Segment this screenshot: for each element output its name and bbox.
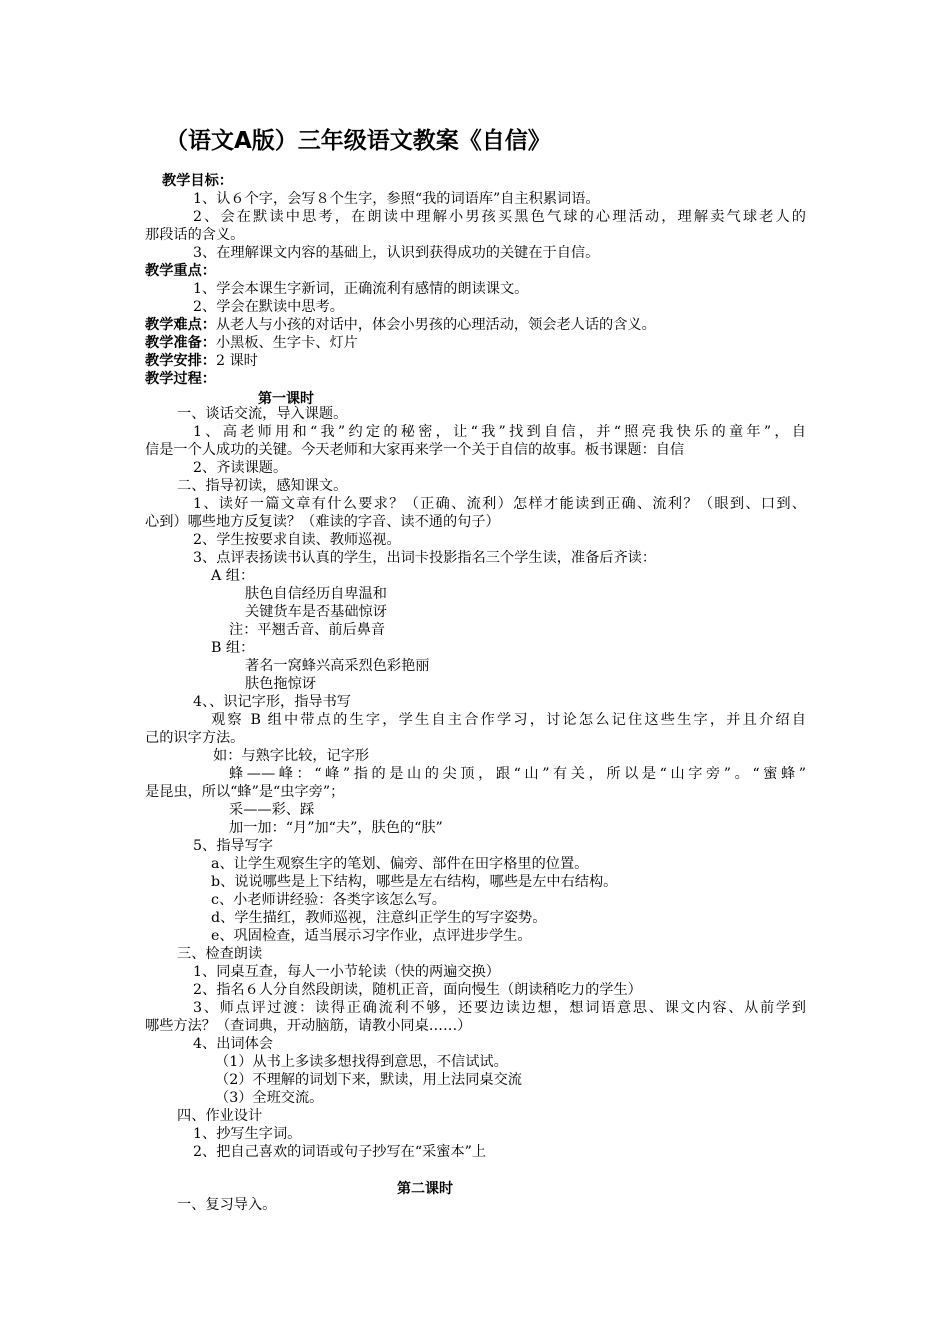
l1-section-2: 二、指导初读，感知课文。 xyxy=(177,478,348,494)
group-b-label: B 组： xyxy=(211,640,255,656)
group-a-words-1: 肤色自信经历自卑温和 xyxy=(245,586,387,602)
l1-s3-item-3-line-1: 3、师点评过渡：读得正确流利不够，还要边读边想，想词语意思、课文内容、从前学到 xyxy=(193,1000,806,1016)
group-b-words-1: 著名一窝蜂兴高采烈色彩艳丽 xyxy=(245,658,430,674)
difficulty-label: 教学难点： xyxy=(145,317,216,333)
l1-s3-item-4: 4、出词体会 xyxy=(193,1036,273,1052)
preparation-text: 小黑板、生字卡、灯片 xyxy=(215,335,358,351)
l1-s3-item-4-3: （3）全班交流。 xyxy=(215,1090,324,1106)
l1-s3-item-2: 2、指名６人分自然段朗读，随机正音，面向慢生（朗读稍吃力的学生） xyxy=(193,982,642,998)
l1-section-1: 一、谈话交流，导入课题。 xyxy=(177,406,348,422)
l1-s3-item-1: 1、同桌互查，每人一小节轮读（快的两遍交换） xyxy=(193,964,500,980)
l1-s1-item-1-line-2: 信是一个人成功的关键。今天老师和大家再来学一个关于自信的故事。板书课题：自信 xyxy=(145,442,685,458)
schedule-row xyxy=(145,352,258,370)
goal-item-2-line-1: 2、会在默读中思考，在朗读中理解小男孩买黑色气球的心理活动，理解卖气球老人的 xyxy=(193,209,806,225)
l2-section-1: 一、复习导入。 xyxy=(177,1197,277,1213)
goals-label: 教学目标： xyxy=(162,173,233,189)
page-title: （语文A版）三年级语文教案《自信》 xyxy=(165,128,551,154)
l1-s2-item-5-e: e、巩固检查，适当展示习字作业，点评进步学生。 xyxy=(211,928,532,944)
schedule-text: 2 课时 xyxy=(215,353,258,369)
l1-s2-item-1-line-2: 心到）哪些地方反复读？（难读的字音、读不通的句子） xyxy=(145,514,500,530)
l1-s3-item-4-1: （1）从书上多读多想找得到意思，不信试试。 xyxy=(215,1054,508,1070)
l1-section-3: 三、检查朗读 xyxy=(177,946,263,962)
l1-add-line: 加一加：“月”加“夫”，肤色的“肤” xyxy=(229,820,443,836)
l1-s3-item-3-line-2: 哪些方法？（查词典，开动脑筋，请教小同桌……） xyxy=(145,1018,472,1034)
keypoints-label: 教学重点： xyxy=(145,263,216,279)
preparation-row xyxy=(145,334,358,352)
l1-s2-item-5-d: d、学生描红，教师巡视，注意纠正学生的写字姿势。 xyxy=(211,910,547,926)
goal-item-3: 3、在理解课文内容的基础上，认识到获得成功的关键在于自信。 xyxy=(193,245,600,261)
l1-s2-item-5-c: c、小老师讲经验：各类字该怎么写。 xyxy=(211,892,446,908)
l1-s2-item-1-line-1: 1、读好一篇文章有什么要求？（正确、流利）怎样才能读到正确、流利？（眼到、口到、 xyxy=(193,496,806,512)
l1-s2-item-2: 2、学生按要求自读、教师巡视。 xyxy=(193,532,401,548)
difficulty-row xyxy=(145,316,656,334)
l1-s2-item-5-a: a、让学生观察生字的笔划、偏旁、部件在田字格里的位置。 xyxy=(211,856,589,872)
l1-s1-item-1-line-1: 1、高老师用和“我”约定的秘密，让“我”找到自信，并“照亮我快乐的童年”，自 xyxy=(193,424,806,440)
l1-feng-line-1: 蜂——峰：“峰”指的是山的尖顶，跟“山”有关，所以是“山字旁”。“蜜蜂” xyxy=(229,766,806,782)
group-a-words-2: 关键货车是否基础惊讶 xyxy=(245,604,387,620)
l1-s2-item-4-desc-line-2: 己的识字方法。 xyxy=(145,730,245,746)
group-a-note: 注：平翘舌音、前后鼻音 xyxy=(229,622,386,638)
goal-item-2-line-2: 那段话的含义。 xyxy=(145,227,245,243)
process-label: 教学过程： xyxy=(145,371,216,387)
group-b-words-2: 肤色拖惊讶 xyxy=(245,676,316,692)
lesson-1-heading: 第一课时 xyxy=(258,391,314,407)
keypoint-item-2: 2、学会在默读中思考。 xyxy=(193,299,344,315)
lesson-2-heading: 第二课时 xyxy=(397,1181,453,1197)
l1-s2-item-4: 4、、识记字形，指导书写 xyxy=(193,694,351,710)
l1-s1-item-2: 2、齐读课题。 xyxy=(193,460,288,476)
keypoint-item-1: 1、学会本课生字新词，正确流利有感情的朗读课文。 xyxy=(193,281,529,297)
l1-s2-item-5-b: b、说说哪些是上下结构，哪些是左右结构，哪些是左中右结构。 xyxy=(211,874,618,890)
preparation-label: 教学准备： xyxy=(145,335,216,351)
l1-section-4: 四、作业设计 xyxy=(177,1108,263,1124)
l1-s4-item-2: 2、把自己喜欢的词语或句子抄写在“采蜜本”上 xyxy=(193,1144,487,1160)
goal-item-1: 1、认６个字，会写８个生字，参照“我的词语库”自主积累词语。 xyxy=(193,191,600,207)
l1-s2-item-3: 3、点评表扬读书认真的学生，出词卡投影指名三个学生读，准备后齐读： xyxy=(193,550,657,566)
l1-s3-item-4-2: （2）不理解的词划下来，默读，用上法同桌交流 xyxy=(215,1072,522,1088)
l1-s4-item-1: 1、抄写生字词。 xyxy=(193,1126,302,1142)
l1-s2-item-4-desc-line-1: 观察 B 组中带点的生字，学生自主合作学习，讨论怎么记住这些生字，并且介绍自 xyxy=(211,712,806,728)
l1-feng-line-2: 是昆虫，所以“蜂”是“虫字旁”； xyxy=(145,784,345,800)
l1-cai-line: 采——彩、踩 xyxy=(229,802,315,818)
l1-s2-item-5: 5、指导写字 xyxy=(193,838,273,854)
l1-s2-item-4-example: 如：与熟字比较，记字形 xyxy=(213,748,370,764)
difficulty-text: 从老人与小孩的对话中，体会小男孩的心理活动，领会老人话的含义。 xyxy=(215,317,656,333)
group-a-label: A 组： xyxy=(211,568,255,584)
schedule-label: 教学安排： xyxy=(145,353,216,369)
